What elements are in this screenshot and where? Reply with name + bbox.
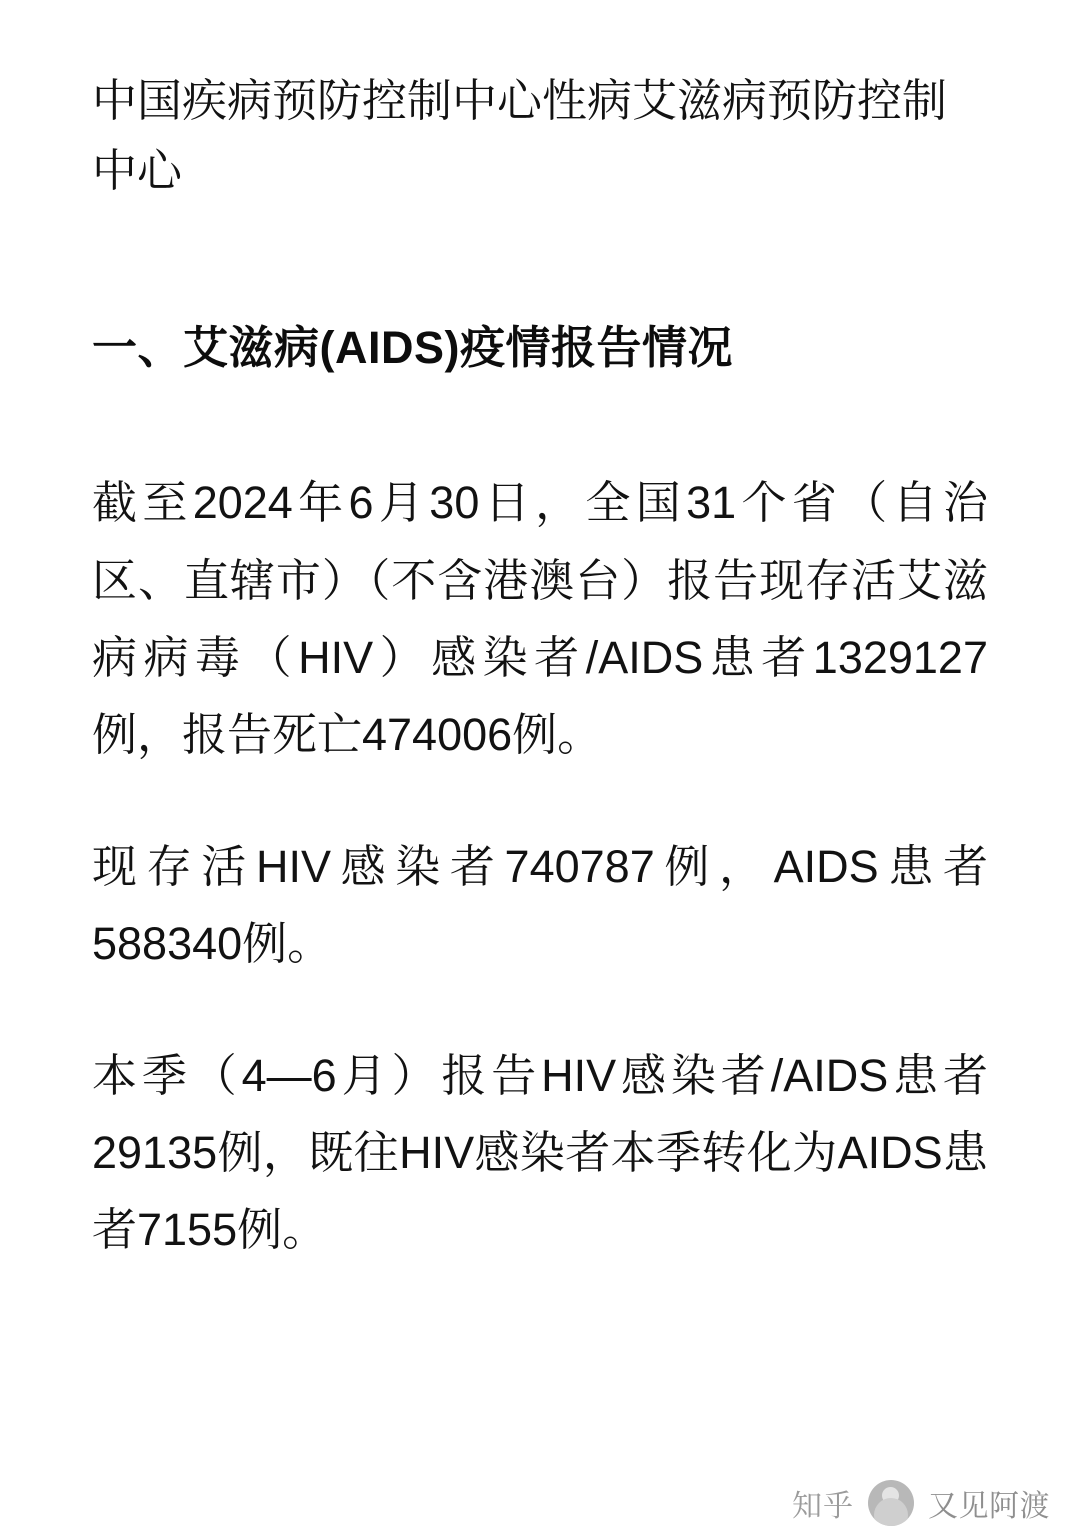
source-organization-title: 中国疾病预防控制中心性病艾滋病预防控制中心: [92, 75, 948, 196]
user-avatar-icon: [868, 1480, 914, 1526]
paragraph-living-cases-breakdown: 现存活HIV感染者740787例，AIDS患者588340例。: [92, 840, 988, 970]
platform-label: 知乎: [792, 1490, 854, 1523]
watermark-username: 又见阿渡: [928, 1490, 1050, 1523]
section-heading: 一、艾滋病(AIDS)疫情报告情况: [92, 321, 733, 373]
watermark: [792, 1480, 1050, 1526]
paragraph-quarterly-report: 本季（4—6月）报告HIV感染者/AIDS患者29135例，既往HIV感染者本季转化为AIDS患者7155例。: [92, 1049, 988, 1256]
paragraph-overall-statistics: 截至2024年6月30日，全国31个省（自治区、直辖市）（不含港澳台）报告现存活艾滋病病毒（HIV）感染者/AIDS患者1329127例，报告死亡474006例。: [92, 477, 988, 761]
